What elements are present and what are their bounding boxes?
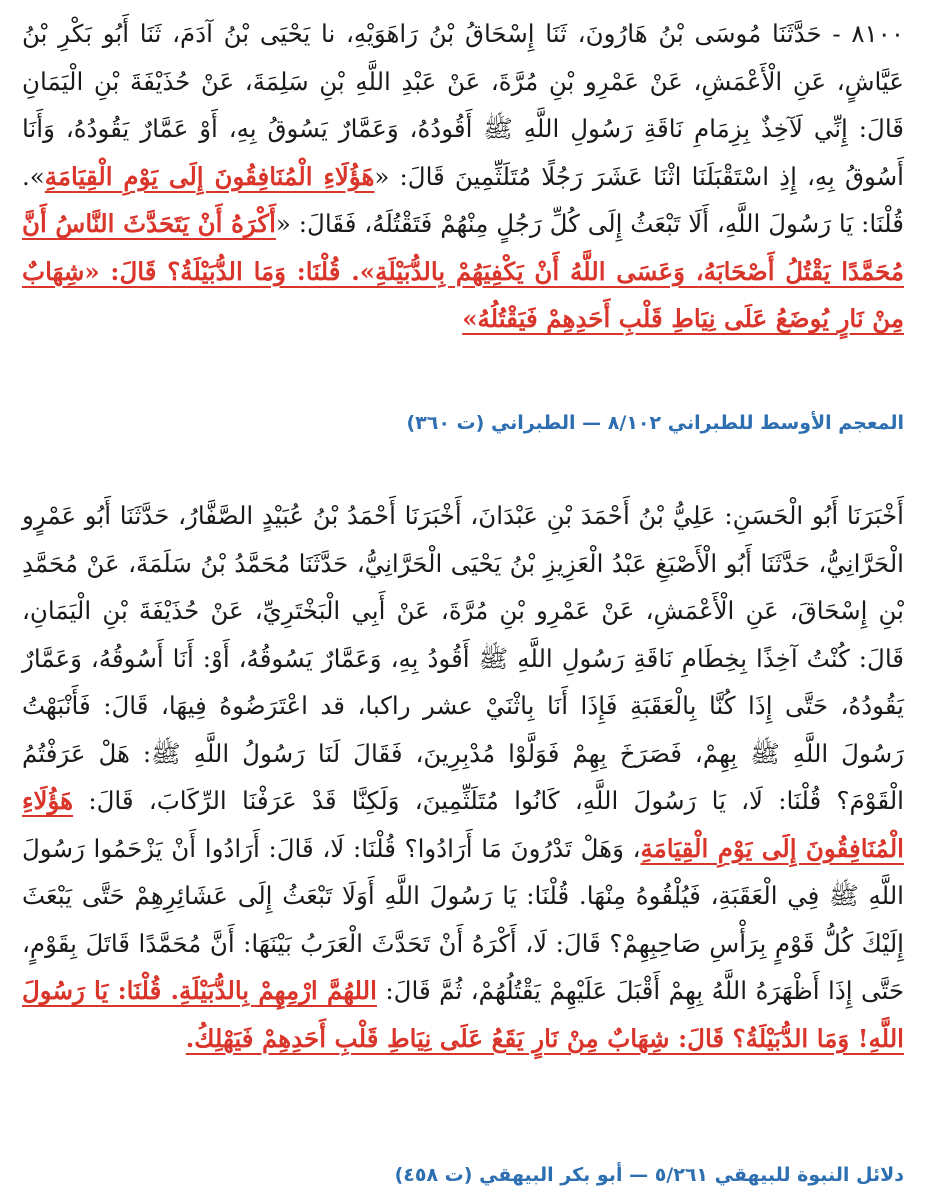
hadith-1-highlight-2: أَكْرَهُ أَنْ يَتَحَدَّثَ النَّاسُ أَنَّ مُحَمَّدًا يَقْتُلُ أَصْحَابَهُ، وَعَسَى اللَّهُ أَنْ يَكْفِيَهُمْ بِالدُّبَيْلَةِ». قُلْنَا: وَمَا الدُّبَيْلَةُ؟ قَالَ: «شِهَابٌ مِنْ نَارٍ يُوضَعُ عَلَى نِيَاطِ قَلْبِ أَحَدِهِمْ فَيَقْتُلُهُ» xyxy=(22,209,904,333)
hadith-2-source: دلائل النبوة للبيهقي ٥/٢٦١ — أبو بكر البيهقي (ت ٤٥٨) xyxy=(394,1164,904,1186)
hadith-1-source: المعجم الأوسط للطبراني ٨/١٠٢ — الطبراني (ت ٣٦٠) xyxy=(406,412,904,434)
hadith-2-highlight-1: هَؤُلَاءِ الْمُنَافِقُونَ إِلَى يَوْمِ الْقِيَامَةِ xyxy=(22,786,904,863)
hadith-1-plain-text-2: ». قُلْنَا: يَا رَسُولَ اللَّهِ، أَلَا تَبْعَثُ إِلَى كُلِّ رَجُلٍ مِنْهُمْ فَتَقْتُلَهُ، فَقَالَ: « xyxy=(22,161,905,238)
hadith-2-highlight-2: اللهُمَّ ارْمِهِمْ بِالدُّبَيْلَةِ. قُلْنَا: يَا رَسُولَ اللَّهِ! وَمَا الدُّبَيْلَةُ؟ قَالَ: شِهَابٌ مِنْ نَارٍ يَقَعُ عَلَى نِيَاطِ قَلْبِ أَحَدِهِمْ فَيَهْلِكُ. xyxy=(22,976,904,1053)
hadith-2-plain-text-1: أَخْبَرَنَا أَبُو الْحَسَنِ: عَلِيُّ بْنُ أَحْمَدَ بْنِ عَبْدَانَ، أَخْبَرَنَا أَحْمَدُ بْنُ عُبَيْدٍ الصَّفَّارُ، حَدَّثَنَا أَبُو عَمْرٍو الْحَرَّانِيُّ، حَدَّثَنَا أَبُو الْأَصْبَغِ عَبْدُ الْعَزِيزِ بْنُ يَحْيَى الْحَرَّانِيُّ، حَدَّثَنَا مُحَمَّدُ بْنُ سَلَمَةَ، عَنْ مُحَمَّدِ بْنِ إِسْحَاقَ، عَنِ الْأَعْمَشِ، عَنْ عَمْرِو بْنِ مُرَّةَ، عَنْ أَبِي الْبَخْتَرِيِّ، عَنْ حُذَيْفَةَ بْنِ الْيَمَانِ، قَالَ: كُنْتُ آخِذًا بِخِطَامِ نَاقَةِ رَسُولِ اللَّهِ ﷺ أَقُودُ بِهِ، وَعَمَّارٌ يَسُوقُهُ، أَوْ: أَنَا أَسُوقُهُ، وَعَمَّارٌ يَقُودُهُ، حَتَّى إِذَا كُنَّا بِالْعَقَبَةِ فَإِذَا أَنَا بِاثْنَيْ عشر راكبا، قد اعْتَرَضُوهُ فِيهَا، قَالَ: فَأَنْبَهْتُ رَسُولَ اللَّهِ ﷺ بِهِمْ، فَصَرَخَ بِهِمْ فَوَلَّوْا مُدْبِرِينَ، فَقَالَ لَنَا رَسُولُ اللَّهِ ﷺ: هَلْ عَرَفْتُمُ الْقَوْمَ؟ قُلْنَا: لَا، يَا رَسُولَ اللَّهِ، كَانُوا مُتَلَثِّمِينَ، وَلَكِنَّا قَدْ عَرَفْنَا الرِّكَابَ، قَالَ: xyxy=(22,501,904,815)
hadith-2-plain-text-2: ، وَهَلْ تَدْرُونَ مَا أَرَادُوا؟ قُلْنَا: لَا، قَالَ: أَرَادُوا أَنْ يَزْحَمُوا رَسُولَ اللَّهِ ﷺ فِي الْعَقَبَةِ، فَيُلْقُوهُ مِنْهَا. قُلْنَا: يَا رَسُولَ اللَّهِ أَوَلَا تَبْعَثُ إِلَى عَشَائِرِهِمْ حَتَّى يَبْعَثَ إِلَيْكَ كُلُّ قَوْمٍ بِرَأْسِ صَاحِبِهِمْ؟ قَالَ: لَا، أَكْرَهُ أَنْ تَحَدَّثَ الْعَرَبُ بَيْنَهَا: أَنَّ مُحَمَّدًا قَاتَلَ بِقَوْمٍ، حَتَّى إِذَا أَظْهَرَهُ اللَّهُ بِهِمْ أَقْبَلَ عَلَيْهِمْ يَقْتُلُهُمْ، ثُمَّ قَالَ: xyxy=(22,833,904,1005)
hadith-text-1 xyxy=(22,10,904,343)
hadith-text-2 xyxy=(22,492,904,1062)
hadith-1-plain-text-1: ٨١٠٠ - حَدَّثَنَا مُوسَى بْنُ هَارُونَ، ثَنَا إِسْحَاقُ بْنُ رَاهَوَيْهِ، نا يَحْيَى بْنُ آدَمَ، ثَنَا أَبُو بَكْرِ بْنُ عَيَّاشٍ، عَنِ الْأَعْمَشِ، عَنْ عَمْرِو بْنِ مُرَّةَ، عَنْ عَبْدِ اللَّهِ بْنِ سَلِمَةَ، عَنْ حُذَيْفَةَ بْنِ الْيَمَانِ قَالَ: إِنِّي لَآخِذٌ بِزِمَامِ نَاقَةِ رَسُولِ اللَّهِ ﷺ أَقُودُهُ، وَعَمَّارٌ يَسُوقُ بِهِ، أَوْ عَمَّارٌ يَقُودُهُ، وَأَنَا أَسُوقُ بِهِ، إِذِ اسْتَقْبَلَنَا اثْنَا عَشَرَ رَجُلًا مُتَلَثِّمِينَ قَالَ: « xyxy=(22,19,904,191)
hadith-1-highlight-1: هَؤُلَاءِ الْمُنَافِقُونَ إِلَى يَوْمِ الْقِيَامَةِ xyxy=(44,161,375,191)
document-page xyxy=(22,10,904,1190)
